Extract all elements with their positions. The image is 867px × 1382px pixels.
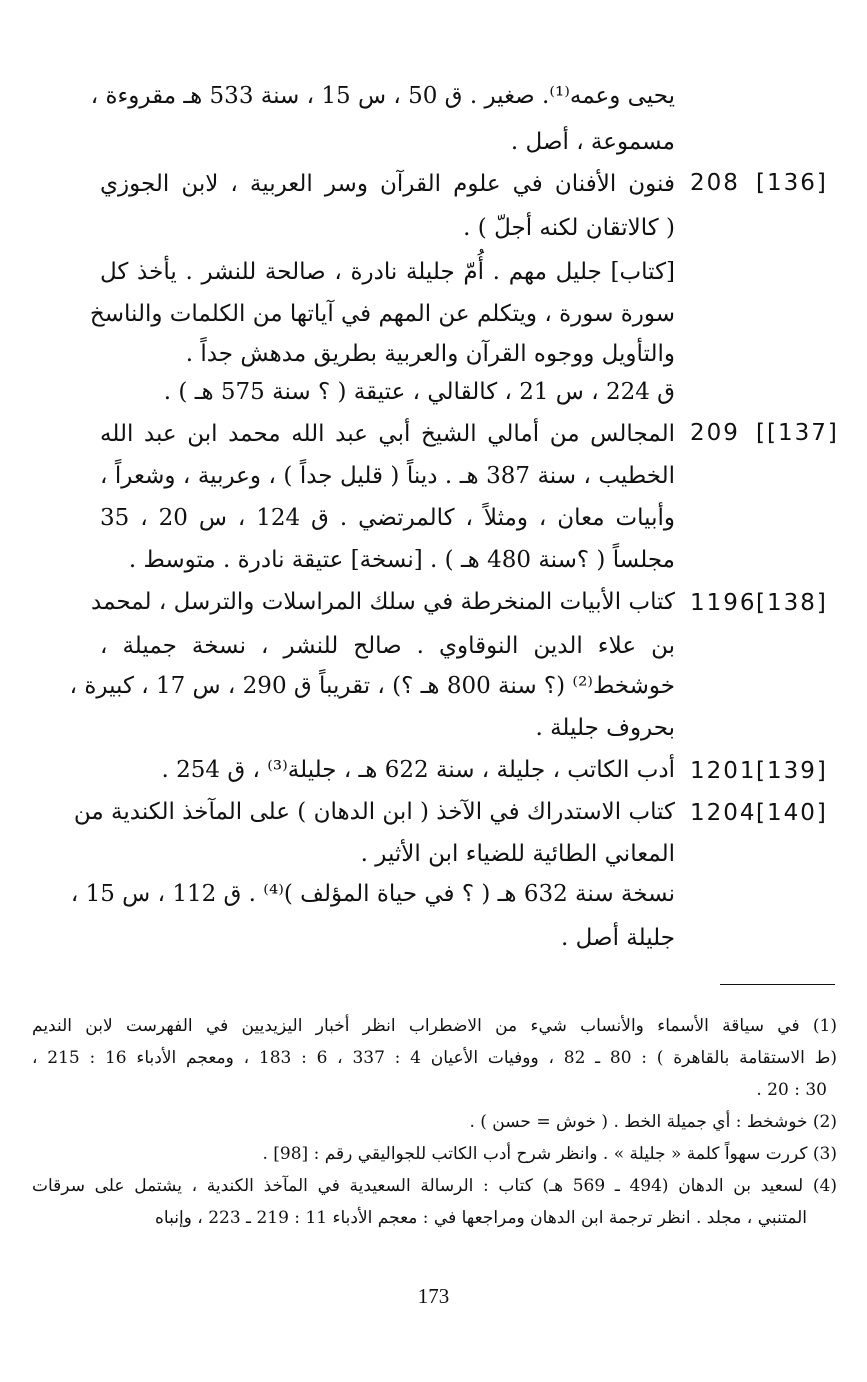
footnote-line: (1) في سياقة الأسماء والأنساب شيء من الاضطراب انظر أخبار اليزيديين في الفهرست لابن النديم (32, 1016, 837, 1036)
body-line: خوشخط⁽²⁾ (؟ سنة 800 هـ ؟) ، تقريباً ق 290 ، س 17 ، كبيرة ، (69, 673, 675, 699)
body-line: كتاب الأبيات المنخرطة في سلك المراسلات والترسل ، لمحمد (91, 589, 675, 615)
entry-number (690, 800, 860, 826)
page-number: 173 (417, 1284, 450, 1308)
body-line: يحيى وعمه⁽¹⁾. صغير . ق 50 ، س 15 ، سنة 533 هـ مقروءة ، (90, 83, 675, 109)
body-line: المجالس من أمالي الشيخ أبي عبد الله محمد ابن عبد الله (100, 421, 675, 447)
body-line: نسخة سنة 632 هـ ( ؟ في حياة المؤلف )⁽⁴⁾ . ق 112 ، س 15 ، (70, 881, 675, 907)
body-line: وأبيات معان ، ومثلاً ، كالمرتضي . ق 124 ، س 20 ، 35 (100, 505, 676, 531)
footnote-line: (ط الاستقامة بالقاهرة ) : 80 ـ 82 ، ووفيات الأعيان 4 : 337 ، 6 : 183 ، ومعجم الأدباء 16 : 215 ، (32, 1048, 837, 1068)
entry-number (690, 420, 860, 446)
body-line: [كتاب] جليل مهم . أُمّ جليلة نادرة ، صالحة للنشر . يأخذ كل (100, 259, 675, 285)
body-line: مجلساً ( ؟سنة 480 هـ ) . [نسخة] عتيقة نادرة . متوسط . (128, 547, 675, 573)
entry-index: [136] (756, 170, 828, 196)
body-line: ( كالاتقان لكنه أجلّ ) . (463, 215, 675, 241)
body-line: المعاني الطائية للضياء ابن الأثير . (360, 841, 675, 867)
entry-number (690, 590, 860, 616)
entry-index: [139] (756, 758, 828, 784)
footnote-separator (720, 984, 835, 985)
body-line: أدب الكاتب ، جليلة ، سنة 622 هـ ، جليلة⁽³⁾ ، ق 254 . (161, 757, 675, 783)
manuscript-number: 1201 (690, 758, 757, 784)
body-line: جليلة أصل . (561, 925, 675, 951)
body-line: كتاب الاستدراك في الآخذ ( ابن الدهان ) على المآخذ الكندية من (73, 799, 675, 825)
body-line: ق 224 ، س 21 ، كالقالي ، عتيقة ( ؟ سنة 575 هـ ) . (163, 379, 675, 405)
footnote-line: (4) لسعيد بن الدهان (494 ـ 569 هـ) كتاب : الرسالة السعيدية في المآخذ الكندية ، يشتمل على سرقات (32, 1176, 837, 1196)
footnote-line: 30 : 20 . (756, 1080, 827, 1100)
footnote-line: (3) كررت سهواً كلمة « جليلة » . وانظر شرح أدب الكاتب للجواليقي رقم : [98] . (262, 1144, 837, 1164)
footnote-line: المتنبي ، مجلد . انظر ترجمة ابن الدهان ومراجعها في : معجم الأدباء 11 : 219 ـ 223 ، وإنباه (155, 1208, 807, 1228)
body-line: والتأويل ووجوه القرآن والعربية بطريق مدهش جداً . (185, 341, 675, 367)
entry-number (690, 758, 860, 784)
entry-number (690, 170, 860, 196)
body-line: بن علاء الدين النوقاوي . صالح للنشر ، نسخة جميلة ، (100, 633, 675, 659)
body-line: الخطيب ، سنة 387 هـ . ديناً ( قليل جداً ) ، وعربية ، وشعراً ، (100, 463, 675, 489)
manuscript-number: 209 (690, 420, 740, 446)
manuscript-number: 208 (690, 170, 740, 196)
body-line: فنون الأفنان في علوم القرآن وسر العربية ، لابن الجوزي (100, 171, 675, 197)
body-line: بحروف جليلة . (535, 715, 675, 741)
entry-index: [138] (756, 590, 828, 616)
entry-index: [[137] (756, 420, 839, 446)
footnote-line: (2) خوشخط : أي جميلة الخط . ( خوش = حسن ) . (469, 1112, 837, 1132)
body-line: سورة سورة ، ويتكلم عن المهم في آياتها من الكلمات والناسخ (89, 301, 675, 327)
body-line: مسموعة ، أصل . (510, 129, 675, 155)
manuscript-number: 1204 (690, 800, 757, 826)
manuscript-number: 1196 (690, 590, 757, 616)
entry-index: [140] (756, 800, 828, 826)
